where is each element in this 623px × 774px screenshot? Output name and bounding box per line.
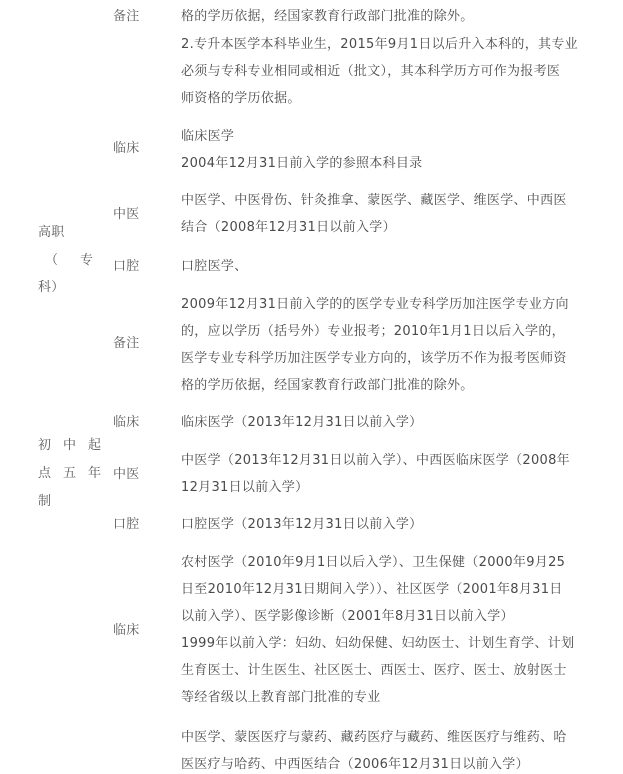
text-line: 口腔医学（2013年12月31日以前入学） xyxy=(181,517,423,532)
level-label-gaozhi-paren: （ xyxy=(45,253,59,268)
text-line: 1999年以前入学：妇幼、妇幼保健、妇幼医士、计划生育学、计划 xyxy=(181,636,575,651)
level-label-gaozhi: 高职 xyxy=(38,225,65,240)
category-label-zhongyi: 中医 xyxy=(113,467,140,482)
text-line: 2.专升本医学本科毕业生，2015年9月1日以后升入本科的，其专业 xyxy=(181,37,578,52)
text-line: 2004年12月31日前入学的参照本科目录 xyxy=(181,156,423,171)
text-line: 以前入学）、医学影像诊断（2001年8月31日以前入学） xyxy=(181,609,514,624)
text-line: 临床医学 xyxy=(181,129,235,144)
text-line: 的，应以学历（括号外）专业报考；2010年1月1日以后入学的， xyxy=(181,324,565,339)
text-line: 结合（2008年12月31日以前入学） xyxy=(181,220,396,235)
text-line: 医医疗与哈药、中西医结合（2006年12月31日以前入学） xyxy=(181,757,529,772)
category-label-linchuang: 临床 xyxy=(113,141,140,156)
category-label-kouqiang: 口腔 xyxy=(113,517,140,532)
text-line: 医学专业专科学历加注医学专业方向的，该学历不作为报考医师资 xyxy=(181,351,567,366)
level-label-gaozhi-ke: 科） xyxy=(38,280,65,295)
category-label-beizhu: 备注 xyxy=(113,336,140,351)
text-line: 格的学历依据，经国家教育行政部门批准的除外。 xyxy=(181,378,474,393)
level-label-gaozhi-zhuan: 专 xyxy=(80,253,94,268)
text-line: 师资格的学历依据。 xyxy=(181,91,301,106)
text-line: 中医学、中医骨伤、针灸推拿、蒙医学、藏医学、维医学、中西医 xyxy=(181,193,567,208)
text-line: 2009年12月31日前入学的的医学专业专科学历加注医学专业方向 xyxy=(181,297,569,312)
level-label-chuzhong: 点五年 xyxy=(38,466,114,481)
category-label-linchuang: 临床 xyxy=(113,623,140,638)
text-line: 12月31日以前入学） xyxy=(181,480,309,495)
text-line: 格的学历依据，经国家教育行政部门批准的除外。 xyxy=(181,9,474,24)
category-label-kouqiang: 口腔 xyxy=(113,259,140,274)
level-label-chuzhong: 制 xyxy=(38,494,52,509)
category-label-zhongyi: 中医 xyxy=(113,207,140,222)
text-line: 口腔医学、 xyxy=(181,259,248,274)
text-line: 中医学、蒙医医疗与蒙药、藏药医疗与藏药、维医医疗与维药、哈 xyxy=(181,730,567,745)
text-line: 日至2010年12月31日期间入学））、社区医学（2001年8月31日 xyxy=(181,582,563,597)
text-line: 必须与专科专业相同或相近（批文），其本科学历方可作为报考医 xyxy=(181,64,561,79)
text-line: 临床医学（2013年12月31日以前入学） xyxy=(181,415,423,430)
level-label-chuzhong: 初中起 xyxy=(38,438,114,453)
text-line: 生育医士、计生医生、社区医士、西医士、医疗、医士、放射医士 xyxy=(181,663,567,678)
text-line: 等经省级以上教育部门批准的专业 xyxy=(181,690,381,705)
category-label-linchuang: 临床 xyxy=(113,415,140,430)
text-line: 农村医学（2010年9月1日以后入学）、卫生保健（2000年9月25 xyxy=(181,555,566,570)
category-label-beizhu: 备注 xyxy=(113,9,140,24)
text-line: 中医学（2013年12月31日以前入学）、中西医临床医学（2008年 xyxy=(181,453,570,468)
